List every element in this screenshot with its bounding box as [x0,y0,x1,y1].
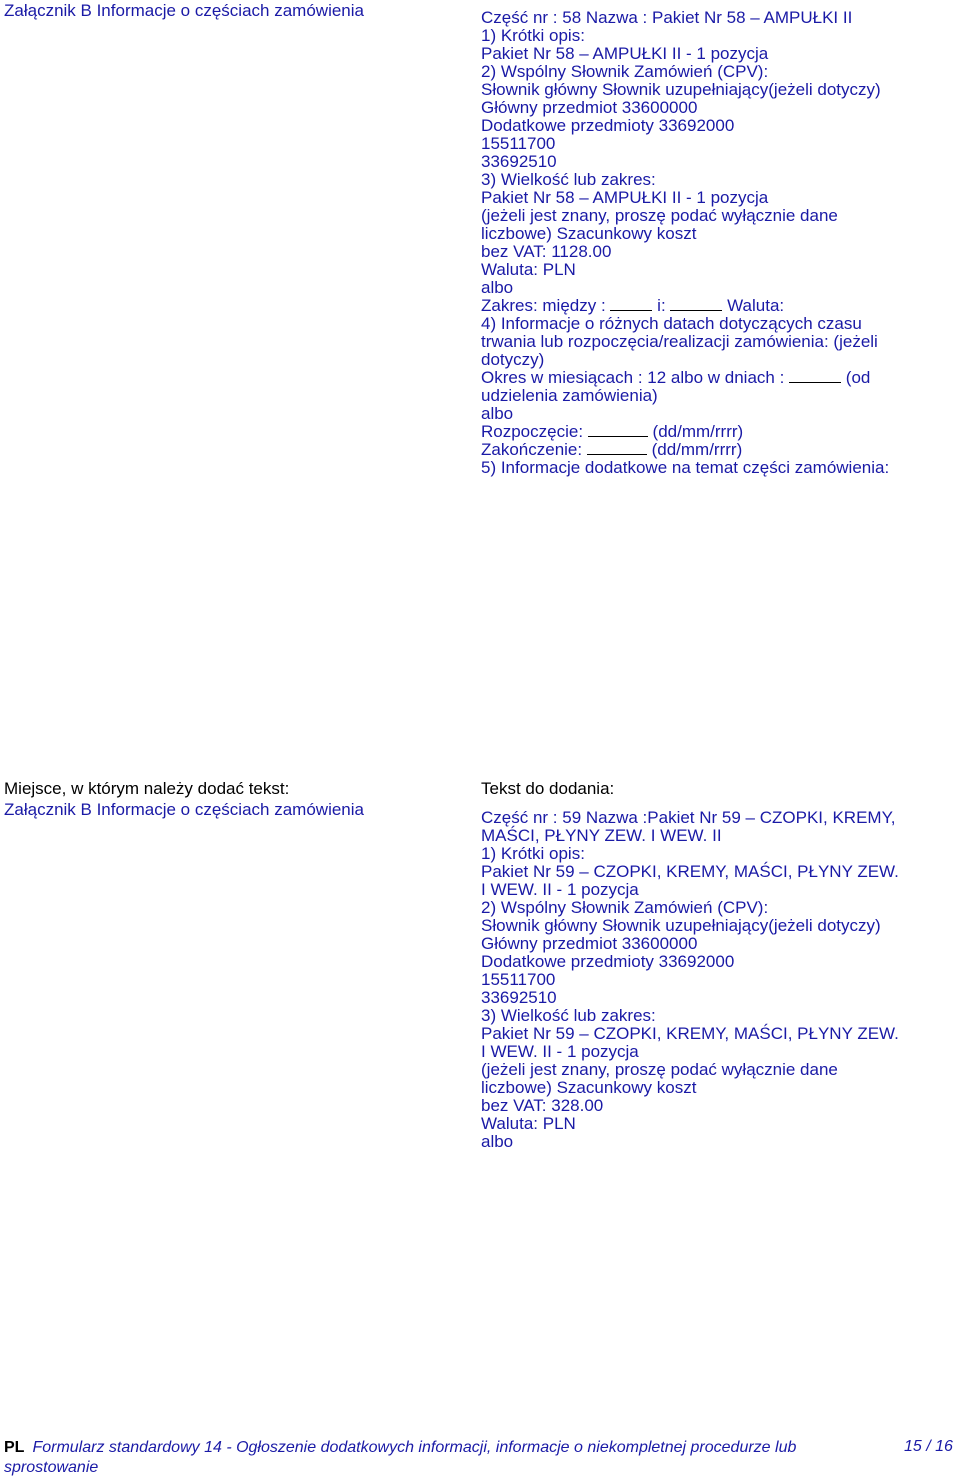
part-59-line-8: Dodatkowe przedmioty 33692000 [481,952,735,971]
footer [4,1438,796,1478]
months-from-label: (od [845,368,871,387]
range-line [481,297,889,315]
part-59-line-1: MAŚCI, PŁYNY ZEW. I WEW. II [481,826,722,845]
part-59-line-11: 3) Wielkość lub zakres: [481,1006,656,1025]
part-58-line-8: 33692510 [481,152,557,171]
part-58-line-10: Pakiet Nr 58 – AMPUŁKI II - 1 pozycja [481,188,769,207]
award-line-1: albo [481,404,514,423]
part-59-line-12: Pakiet Nr 59 – CZOPKI, KREMY, MAŚCI, PŁYNY ZEW. [481,1024,899,1043]
footer-title-continued: sprostowanie [4,1459,99,1476]
part-59-line-4: I WEW. II - 1 pozycja [481,880,639,899]
months-label: Okres w miesiącach : 12 albo w dniach : [481,368,785,387]
location-text-2: Załącznik B Informacje o częściach zamówienia [4,800,364,819]
part-58-line-9: 3) Wielkość lub zakres: [481,170,656,189]
part-58-line-1: 1) Krótki opis: [481,26,585,45]
part-58-line-11: (jeżeli jest znany, proszę podać wyłącznie dane [481,206,838,225]
part-58-lines [481,9,889,297]
range-to-blank [670,298,722,311]
part-59-line-5: 2) Wspólny Słownik Zamówień (CPV): [481,898,769,917]
part-58-line-2: Pakiet Nr 58 – AMPUŁKI II - 1 pozycja [481,44,769,63]
footer-title: Formularz standardowy 14 - Ogłoszenie dodatkowych informacji, informacje o niekompletnej procedurze lub [32,1439,797,1456]
start-line [481,423,889,441]
part-58-line-12: liczbowe) Szacunkowy koszt [481,224,697,243]
part-58-line-6: Dodatkowe przedmioty 33692000 [481,116,735,135]
award-line-0: udzielenia zamówienia) [481,386,658,405]
part-58-block [481,9,889,477]
location-text-1: Załącznik B Informacje o częściach zamówienia [4,1,364,20]
part-59-lines [481,809,899,1151]
part-59-line-2: 1) Krótki opis: [481,844,585,863]
start-blank [588,424,648,437]
end-format: (dd/mm/rrrr) [651,440,743,459]
range-currency-label: Waluta: [727,296,785,315]
end-line [481,441,889,459]
additional-info-heading: 5) Informacje dodatkowe na temat części zamówienia: [481,458,890,477]
part-59-line-7: Główny przedmiot 33600000 [481,934,698,953]
place-label: Miejsce, w którym należy dodać tekst: [4,779,290,798]
text-to-add-label: Tekst do dodania: [481,779,615,798]
part-58-line-0: Część nr : 58 Nazwa : Pakiet Nr 58 – AMPUŁKI II [481,8,853,27]
part-59-line-18: albo [481,1132,514,1151]
part-58-line-7: 15511700 [481,134,556,153]
part-59-block [481,809,899,1151]
part-59-line-0: Część nr : 59 Nazwa :Pakiet Nr 59 – CZOPKI, KREMY, [481,808,896,827]
dates-info-lines [481,315,889,369]
part-59-line-15: liczbowe) Szacunkowy koszt [481,1078,697,1097]
part-59-line-10: 33692510 [481,988,557,1007]
part-58-line-5: Główny przedmiot 33600000 [481,98,698,117]
part-58-line-15: albo [481,278,514,297]
range-and-label: i: [657,296,666,315]
footer-lang: PL [4,1439,25,1456]
months-line [481,369,889,387]
page-number: 15 / 16 [904,1438,953,1455]
range-label: Zakres: między : [481,296,606,315]
part-58-line-13: bez VAT: 1128.00 [481,242,612,261]
award-lines [481,387,889,423]
part-59-line-9: 15511700 [481,970,556,989]
part-59-line-17: Waluta: PLN [481,1114,576,1133]
dates-info-line-0: 4) Informacje o różnych datach dotyczących czasu [481,314,862,333]
part-58-line-4: Słownik główny Słownik uzupełniający(jeżeli dotyczy) [481,80,881,99]
part-59-line-14: (jeżeli jest znany, proszę podać wyłącznie dane [481,1060,838,1079]
start-label: Rozpoczęcie: [481,422,584,441]
dates-info-line-1: trwania lub rozpoczęcia/realizacji zamówienia: (jeżeli [481,332,878,351]
part-58-line-3: 2) Wspólny Słownik Zamówień (CPV): [481,62,769,81]
end-label: Zakończenie: [481,440,583,459]
part-59-line-13: I WEW. II - 1 pozycja [481,1042,639,1061]
range-from-blank [610,298,652,311]
end-blank [587,442,647,455]
part-58-line-14: Waluta: PLN [481,260,576,279]
part-59-line-6: Słownik główny Słownik uzupełniający(jeżeli dotyczy) [481,916,881,935]
start-format: (dd/mm/rrrr) [652,422,744,441]
part-59-line-3: Pakiet Nr 59 – CZOPKI, KREMY, MAŚCI, PŁYNY ZEW. [481,862,899,881]
days-blank [789,370,841,383]
part-59-line-16: bez VAT: 328.00 [481,1096,604,1115]
dates-info-line-2: dotyczy) [481,350,545,369]
